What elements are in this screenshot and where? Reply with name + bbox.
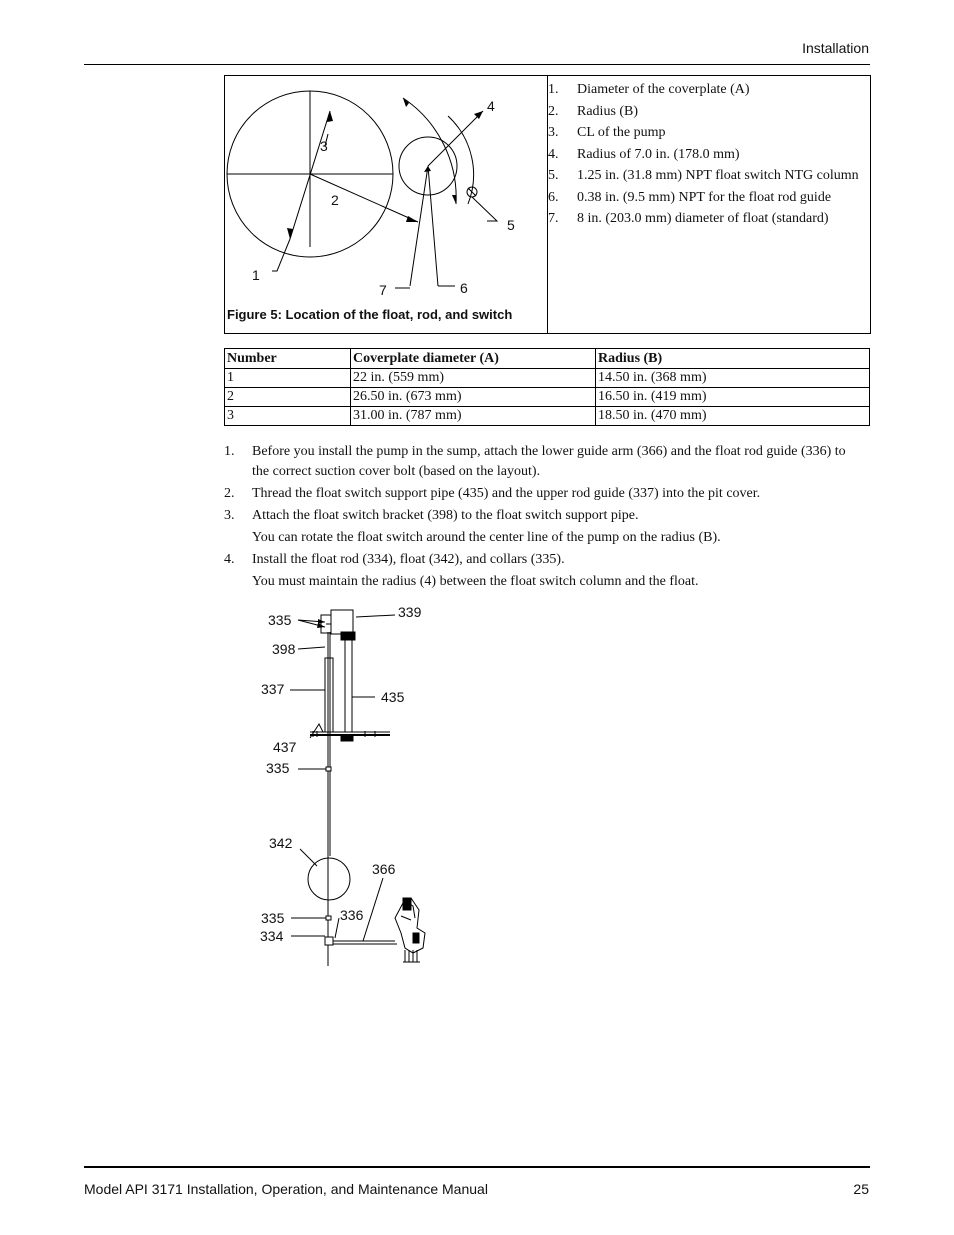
column-header-coverplate-diameter: Coverplate diameter (A) bbox=[351, 349, 596, 369]
step-2: 2. Thread the float switch support pipe (435) and the upper rod guide (337) into the pit cover. bbox=[224, 486, 761, 501]
table-cell: 22 in. (559 mm) bbox=[351, 369, 596, 388]
figure-legend bbox=[548, 80, 868, 231]
callout-5: 5 bbox=[507, 217, 515, 233]
figure-5-drawing-panel bbox=[225, 76, 548, 333]
coverplate-radius-table bbox=[224, 348, 870, 426]
column-header-radius: Radius (B) bbox=[596, 349, 870, 369]
table-cell: 1 bbox=[225, 369, 351, 388]
legend-item: 2. Radius (B) bbox=[548, 103, 639, 119]
table-cell: 31.00 in. (787 mm) bbox=[351, 407, 596, 426]
table-row bbox=[225, 388, 870, 407]
callout-2: 2 bbox=[331, 192, 339, 208]
legend-item: 7. 8 in. (203.0 mm) diameter of float (standard) bbox=[548, 211, 829, 226]
float-switch-assembly-diagram bbox=[255, 598, 455, 968]
float-rod-guide bbox=[325, 937, 333, 945]
part-label-334: 334 bbox=[260, 928, 284, 944]
part-label-337: 337 bbox=[261, 681, 285, 697]
float-location-diagram bbox=[225, 76, 547, 333]
step-4-note: You must maintain the radius (4) between the float switch column and the float. bbox=[252, 574, 699, 589]
table-header-row bbox=[225, 349, 870, 369]
rod-guide-line bbox=[428, 166, 438, 286]
legend-item: 5. 1.25 in. (31.8 mm) NPT float switch NTG column bbox=[548, 168, 859, 183]
legend-item: 1. Diameter of the coverplate (A) bbox=[548, 82, 750, 97]
float-ball bbox=[308, 858, 350, 900]
part-label-335-top: 335 bbox=[268, 612, 292, 628]
footer-manual-title: Model API 3171 Installation, Operation, and Maintenance Manual bbox=[84, 1181, 488, 1197]
part-label-398: 398 bbox=[272, 641, 296, 657]
legend-item: 3. CL of the pump bbox=[548, 125, 666, 140]
support-pipe bbox=[345, 640, 352, 732]
part-label-366: 366 bbox=[372, 861, 396, 877]
legend-item: 6. 0.38 in. (9.5 mm) NPT for the float rod guide bbox=[548, 189, 832, 205]
callout-6: 6 bbox=[460, 280, 468, 296]
collar-lower bbox=[326, 916, 331, 920]
part-label-342: 342 bbox=[269, 835, 293, 851]
part-label-336: 336 bbox=[340, 907, 364, 923]
step-1: 1. Before you install the pump in the sump, attach the lower guide arm (366) and the float rod guide (336) to the correct suction cover bolt (based on the layout). bbox=[224, 444, 846, 479]
step-3: 3. Attach the float switch bracket (398) to the float switch support pipe. bbox=[224, 508, 639, 523]
float-diameter-line bbox=[410, 166, 428, 286]
table-cell: 14.50 in. (368 mm) bbox=[596, 369, 870, 388]
part-label-435: 435 bbox=[381, 689, 405, 705]
table-cell: 2 bbox=[225, 388, 351, 407]
running-header: Installation bbox=[802, 40, 869, 56]
part-label-437: 437 bbox=[273, 739, 297, 755]
callout-4: 4 bbox=[487, 98, 495, 114]
header-rule bbox=[84, 64, 870, 65]
footer-rule bbox=[84, 1166, 870, 1168]
figure-caption: Figure 5: Location of the float, rod, and switch bbox=[227, 307, 513, 322]
figure-5-box bbox=[224, 75, 871, 334]
callout-3: 3 bbox=[320, 138, 328, 154]
legend-item: 4. Radius of 7.0 in. (178.0 mm) bbox=[548, 146, 740, 162]
installation-steps bbox=[224, 442, 864, 594]
float-switch-head bbox=[331, 610, 353, 634]
table-row bbox=[225, 369, 870, 388]
table-cell: 3 bbox=[225, 407, 351, 426]
page-number: 25 bbox=[853, 1181, 869, 1197]
part-label-335-bottom: 335 bbox=[261, 910, 285, 926]
collar-upper bbox=[326, 767, 331, 771]
table-cell: 26.50 in. (673 mm) bbox=[351, 388, 596, 407]
radius-arc-outer bbox=[448, 116, 474, 204]
step-4: 4. Install the float rod (334), float (342), and collars (335). bbox=[224, 552, 565, 567]
step-3-note: You can rotate the float switch around the center line of the pump on the radius (B). bbox=[252, 530, 721, 545]
table-row bbox=[225, 407, 870, 426]
callout-7: 7 bbox=[379, 282, 387, 298]
upper-rod-guide bbox=[325, 658, 333, 732]
callout-1: 1 bbox=[252, 267, 260, 283]
table-cell: 18.50 in. (470 mm) bbox=[596, 407, 870, 426]
part-label-335-mid: 335 bbox=[266, 760, 290, 776]
column-header-number: Number bbox=[225, 349, 351, 369]
radius-b-line bbox=[310, 174, 418, 222]
table-cell: 16.50 in. (419 mm) bbox=[596, 388, 870, 407]
part-label-339: 339 bbox=[398, 604, 422, 620]
